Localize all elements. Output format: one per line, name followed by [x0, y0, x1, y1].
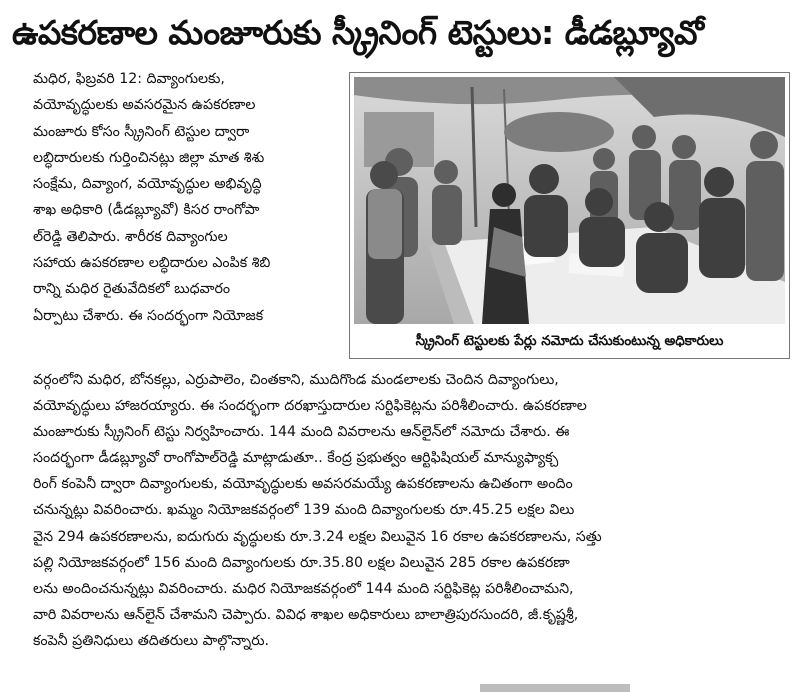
text-line: సంక్షేమ, దివ్యాంగ, వయోవృద్ధుల అభివృద్ధి	[33, 176, 262, 193]
text-line: ఏర్పాటు చేశారు. ఈ సందర్భంగా నియోజక	[33, 307, 264, 324]
text-line: కంపెనీ ప్రతినిధులు తదితరులు పాల్గొన్నారు.	[33, 632, 270, 649]
text-line: మంజూరుకు స్క్రీనింగ్ టెస్టు నిర్వహించారు. 144 మంది వివరాలను ఆన్‌లైన్‌లో నమోదు చేశారు. ఈ	[33, 424, 570, 441]
photo-caption: స్క్రీనింగ్ టెస్టులకు పేర్లు నమోదు చేసుకుంటున్న అధికారులు	[415, 333, 724, 349]
article-intro-column	[33, 66, 341, 329]
text-line: మధిర, ఫిబ్రవరి 12: దివ్యాంగులకు,	[33, 71, 225, 87]
text-line: లబ్ధిదారులకు గుర్తించినట్లు జిల్లా మాత శిశు	[33, 149, 265, 166]
text-line: మంజూరు కోసం స్క్రీనింగ్ టెస్టుల ద్వారా	[33, 123, 250, 140]
next-article-edge	[480, 684, 630, 692]
text-line: వయోవృద్ధులకు అవసరమైన ఉపకరణాల	[33, 97, 256, 114]
text-line: పల్లి నియోజకవర్గంలో 156 మంది దివ్యాంగులకు రూ.35.80 లక్షల విలువైన 285 రకాల ఉపకరణా	[33, 554, 570, 571]
text-line: రాన్ని మధిర రైతువేదికలో బుధవారం	[33, 281, 231, 298]
text-line: సందర్భంగా డీడబ్ల్యూవో రాంగోపాల్‌రెడ్డి మాట్లాడుతూ.. కేంద్ర ప్రభుత్వం ఆర్టిఫిషియల్ మాన్యుఫ్యాక్చ	[33, 450, 559, 467]
headline: ఉపకరణాల మంజూరుకు స్క్రీనింగ్ టెస్టులు: డీడబ్ల్యూవో	[12, 13, 704, 52]
text-line: చనున్నట్లు వివరించారు. ఖమ్మం నియోజకవర్గంలో 139 మంది దివ్యాంగులకు రూ.45.25 లక్షల విలు	[33, 502, 575, 519]
text-line: ల్‌రెడ్డి తెలిపారు. శారీరక దివ్యాంగుల	[33, 228, 228, 245]
article-body	[33, 367, 793, 654]
text-line: రింగ్ కంపెనీ ద్వారా దివ్యాంగులకు, వయోవృద్ధులకు అవసరమయ్యే ఉపకరణాలను ఉచితంగా అందిం	[33, 476, 573, 493]
text-line: శాఖ అధికారి (డీడబ్ల్యూవో) కిసర రాంగోపా	[33, 202, 260, 219]
text-line: వర్గంలోని మధిర, బోనకల్లు, ఎర్రుపాలెం, చింతకాని, ముదిగొండ మండలాలకు చెందిన దివ్యాంగులు,	[33, 372, 559, 388]
text-line: సహాయ ఉపకరణాల లబ్ధిదారుల ఎంపిక శిబి	[33, 255, 271, 272]
news-photo	[354, 77, 785, 324]
text-line: వైన 294 ఉపకరణాలను, ఐదుగురు వృద్ధులకు రూ.3.24 లక్షల విలువైన 16 రకాల ఉపకరణాలను, సత్తు	[33, 528, 602, 545]
news-photo-frame	[349, 72, 790, 359]
text-line: లను అందించనున్నట్లు వివరించారు. మధిర నియోజకవర్గంలో 144 మంది సర్టిఫికెట్ల పరిశీలించామని,	[33, 580, 574, 597]
text-line: వారి వివరాలను ఆన్‌లైన్ చేశామని చెప్పారు. వివిధ శాఖల అధికారులు బాలాత్రిపురసుందరి, జీ.కృష్ణశ్రీ,	[33, 606, 579, 623]
text-line: వయోవృద్ధులు హాజరయ్యారు. ఈ సందర్భంగా దరఖాస్తుదారుల సర్టిఫికెట్లను పరిశీలించారు. ఉపకరణాల	[33, 398, 587, 415]
